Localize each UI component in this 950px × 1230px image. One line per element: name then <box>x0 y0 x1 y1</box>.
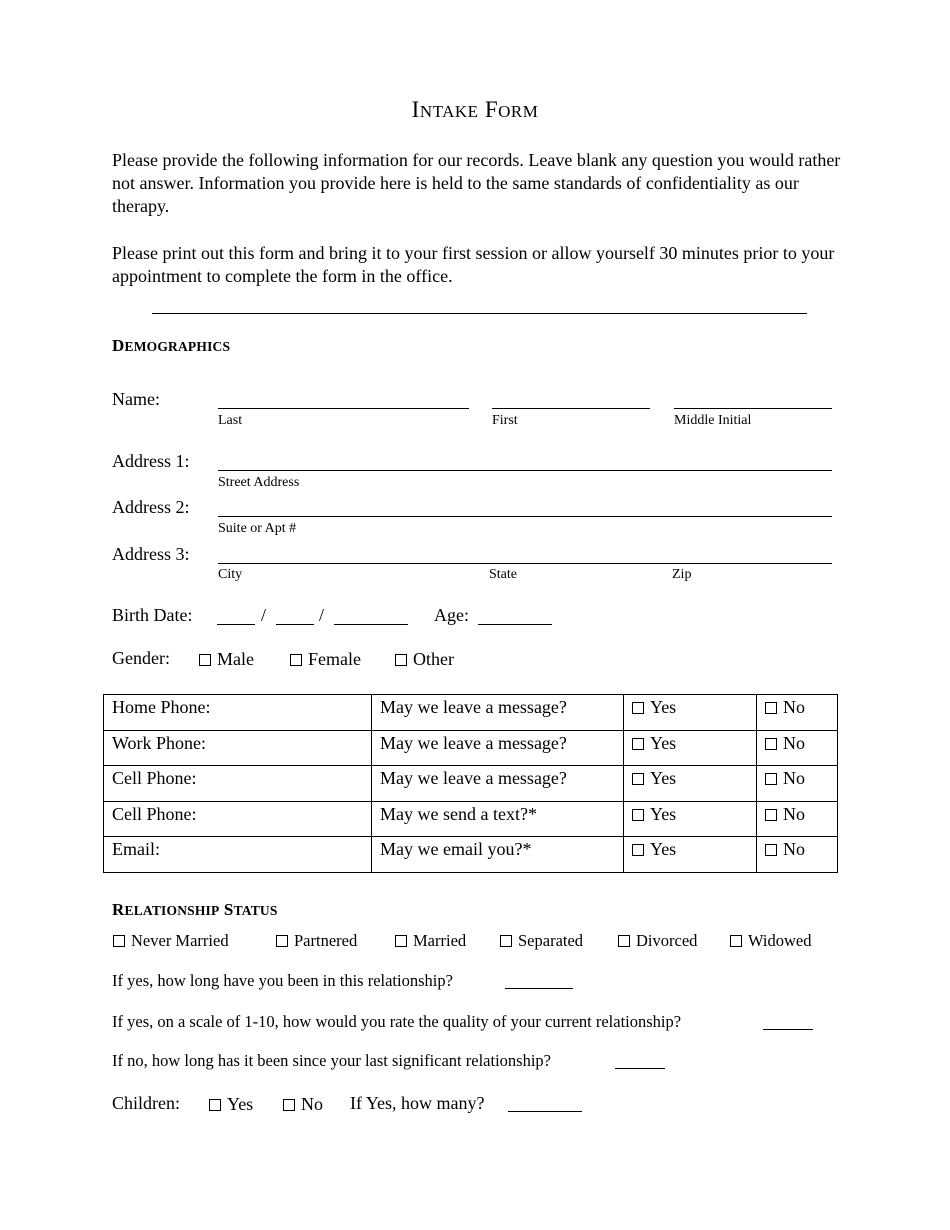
first-name-field[interactable] <box>492 408 650 409</box>
children-option-yes[interactable]: Yes <box>209 1094 253 1115</box>
checkbox-icon[interactable] <box>632 844 644 856</box>
address1-caption: Street Address <box>218 475 300 490</box>
gender-option-other[interactable]: Other <box>395 649 454 670</box>
contact-label: Home Phone: <box>104 695 372 731</box>
address1-label: Address 1: <box>112 451 190 471</box>
checkbox-icon[interactable] <box>290 654 302 666</box>
relationship-option-divorced[interactable]: Divorced <box>618 931 697 951</box>
checkbox-icon[interactable] <box>730 935 742 947</box>
no-option[interactable]: No <box>757 730 838 766</box>
relationship-option-widowed[interactable]: Widowed <box>730 931 812 951</box>
checkbox-icon[interactable] <box>765 702 777 714</box>
checkbox-icon[interactable] <box>113 935 125 947</box>
address2-label: Address 2: <box>112 497 190 517</box>
relationship-quality-field[interactable] <box>763 1029 813 1030</box>
date-separator: / <box>261 605 267 625</box>
checkbox-icon[interactable] <box>632 702 644 714</box>
checkbox-icon[interactable] <box>765 738 777 750</box>
city-caption: City <box>218 567 243 582</box>
contact-label: Cell Phone: <box>104 766 372 802</box>
children-count-label: If Yes, how many? <box>350 1093 485 1113</box>
checkbox-icon[interactable] <box>632 738 644 750</box>
checkbox-icon[interactable] <box>199 654 211 666</box>
contact-table <box>103 694 838 873</box>
section-heading-demographics: DEMOGRAPHICS <box>112 336 231 355</box>
middle-initial-caption: Middle Initial <box>674 413 752 428</box>
table-row <box>104 837 838 873</box>
relationship-length-field[interactable] <box>505 988 573 989</box>
table-row <box>104 730 838 766</box>
relationship-option-married[interactable]: Married <box>395 931 466 951</box>
last-name-caption: Last <box>218 413 243 428</box>
checkbox-icon[interactable] <box>500 935 512 947</box>
gender-label: Gender: <box>112 648 170 668</box>
table-row <box>104 766 838 802</box>
yes-option[interactable]: Yes <box>624 801 757 837</box>
yes-option[interactable]: Yes <box>624 695 757 731</box>
children-label: Children: <box>112 1093 180 1113</box>
contact-question: May we leave a message? <box>372 695 624 731</box>
last-relationship-question: If no, how long has it been since your last significant relationship? <box>112 1051 551 1070</box>
no-option[interactable]: No <box>757 801 838 837</box>
address2-caption: Suite or Apt # <box>218 521 297 536</box>
relationship-option-never-married[interactable]: Never Married <box>113 931 229 951</box>
address3-label: Address 3: <box>112 544 190 564</box>
contact-label: Cell Phone: <box>104 801 372 837</box>
name-label: Name: <box>112 389 160 409</box>
checkbox-icon[interactable] <box>209 1099 221 1111</box>
yes-option[interactable]: Yes <box>624 730 757 766</box>
page-title: INTAKE FORM <box>411 97 539 122</box>
section-heading-relationship: RELATIONSHIP STATUS <box>112 900 278 919</box>
checkbox-icon[interactable] <box>276 935 288 947</box>
gender-option-male[interactable]: Male <box>199 649 254 670</box>
intro-paragraph: Please provide the following information for our records. Leave blank any question you would rather not answer. Information you provide here is held to the same standards of confidentiality as our therapy. <box>112 150 841 216</box>
table-row <box>104 695 838 731</box>
checkbox-icon[interactable] <box>632 809 644 821</box>
birth-month-field[interactable] <box>217 624 255 625</box>
contact-label: Email: <box>104 837 372 873</box>
first-name-caption: First <box>492 413 518 428</box>
address3-field[interactable] <box>218 563 832 564</box>
contact-label: Work Phone: <box>104 730 372 766</box>
birth-date-label: Birth Date: <box>112 605 193 625</box>
checkbox-icon[interactable] <box>765 773 777 785</box>
checkbox-icon[interactable] <box>395 935 407 947</box>
no-option[interactable]: No <box>757 695 838 731</box>
address1-field[interactable] <box>218 470 832 471</box>
zip-caption: Zip <box>672 567 692 582</box>
state-caption: State <box>489 567 517 582</box>
gender-option-female[interactable]: Female <box>290 649 361 670</box>
relationship-quality-question: If yes, on a scale of 1-10, how would you rate the quality of your current relationship? <box>112 1012 682 1031</box>
checkbox-icon[interactable] <box>765 844 777 856</box>
birth-year-field[interactable] <box>334 624 408 625</box>
relationship-length-question: If yes, how long have you been in this relationship? <box>112 971 453 990</box>
relationship-option-separated[interactable]: Separated <box>500 931 583 951</box>
children-count-field[interactable] <box>508 1111 582 1112</box>
contact-question: May we leave a message? <box>372 766 624 802</box>
date-separator: / <box>319 605 325 625</box>
contact-question: May we leave a message? <box>372 730 624 766</box>
middle-initial-field[interactable] <box>674 408 832 409</box>
yes-option[interactable]: Yes <box>624 837 757 873</box>
checkbox-icon[interactable] <box>765 809 777 821</box>
age-field[interactable] <box>478 624 552 625</box>
table-row <box>104 801 838 837</box>
checkbox-icon[interactable] <box>283 1099 295 1111</box>
yes-option[interactable]: Yes <box>624 766 757 802</box>
no-option[interactable]: No <box>757 837 838 873</box>
instructions-paragraph: Please print out this form and bring it to your first session or allow yourself 30 minutes prior to your appointment to complete the form in the office. <box>112 243 835 286</box>
contact-question: May we email you?* <box>372 837 624 873</box>
age-label: Age: <box>434 605 469 625</box>
no-option[interactable]: No <box>757 766 838 802</box>
last-name-field[interactable] <box>218 408 469 409</box>
children-option-no[interactable]: No <box>283 1094 323 1115</box>
checkbox-icon[interactable] <box>632 773 644 785</box>
birth-day-field[interactable] <box>276 624 314 625</box>
contact-question: May we send a text?* <box>372 801 624 837</box>
address2-field[interactable] <box>218 516 832 517</box>
relationship-option-partnered[interactable]: Partnered <box>276 931 357 951</box>
checkbox-icon[interactable] <box>395 654 407 666</box>
divider <box>152 313 807 314</box>
last-relationship-field[interactable] <box>615 1068 665 1069</box>
checkbox-icon[interactable] <box>618 935 630 947</box>
